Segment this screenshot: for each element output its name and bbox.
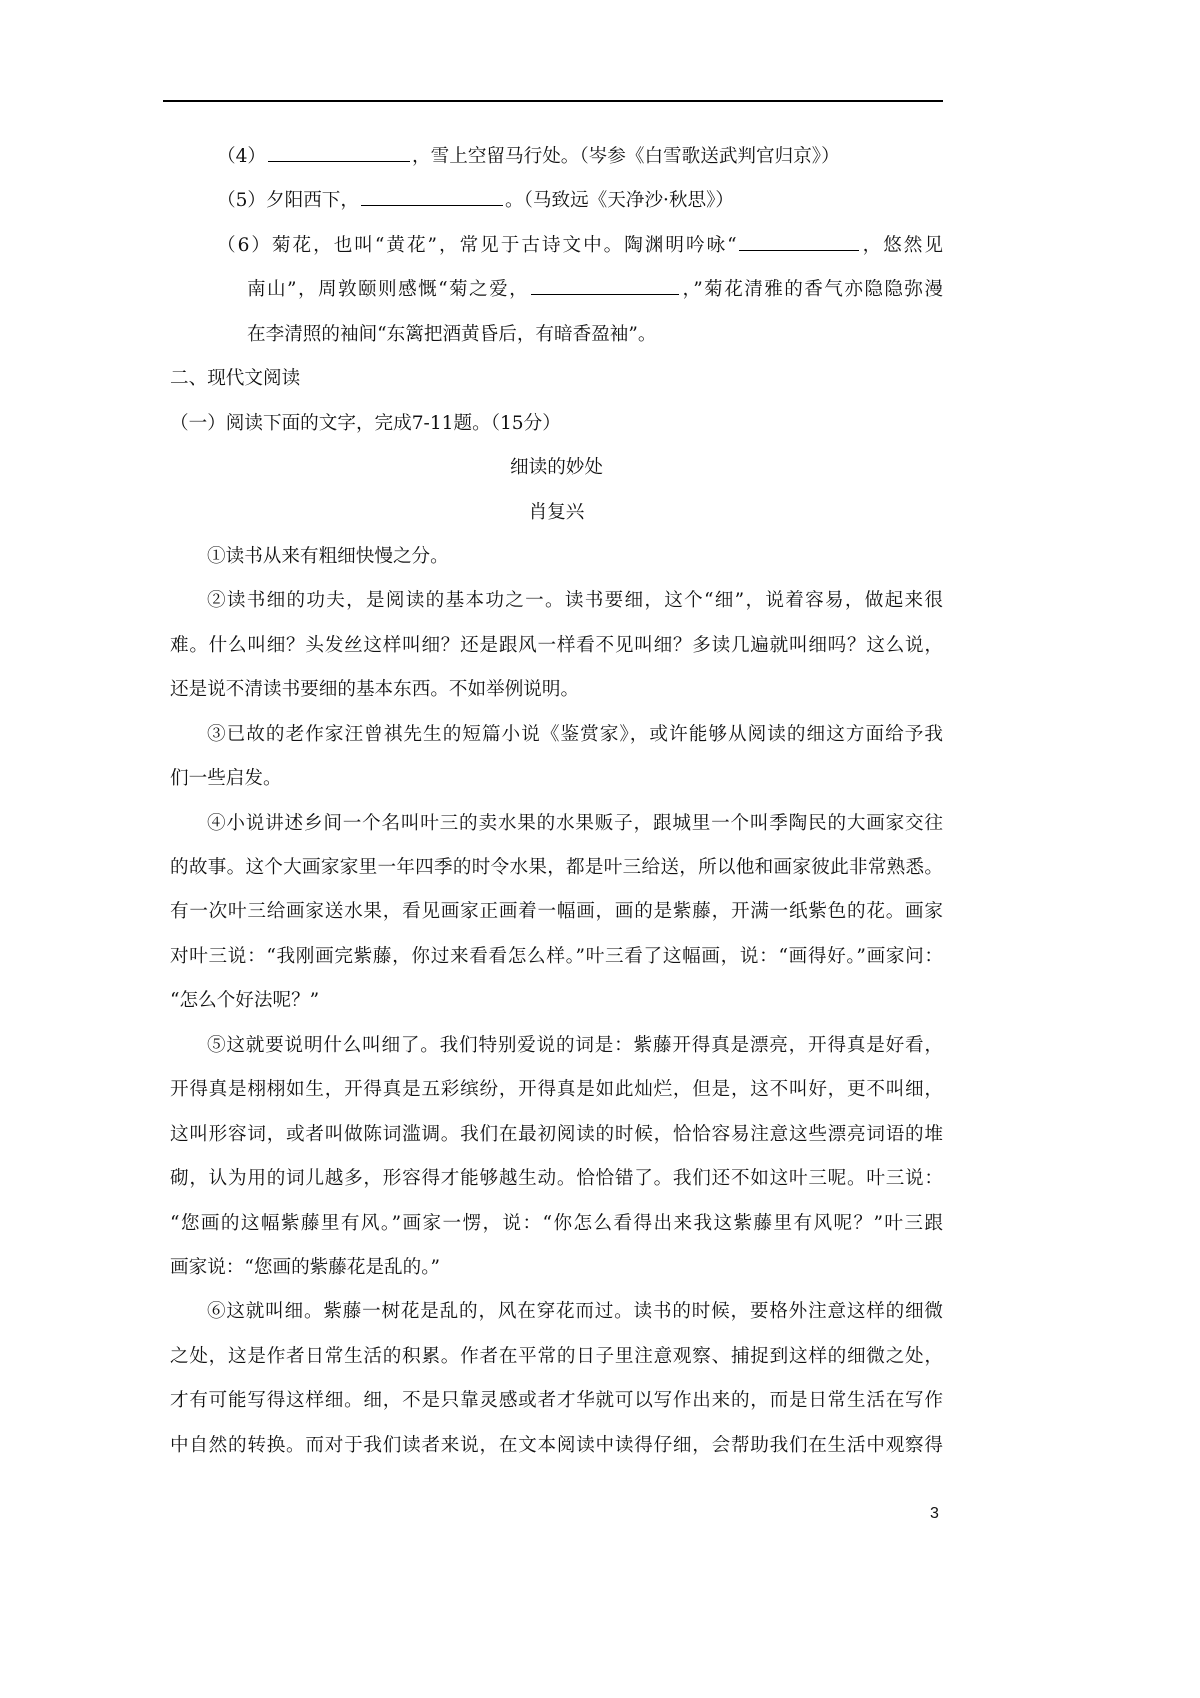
text-line [170,579,943,623]
text-line [170,1024,943,1068]
text-segment: 肖复兴 [528,501,585,523]
text-line [170,846,943,890]
answer-blank [268,141,410,162]
answer-blank [531,274,679,295]
text-line [170,890,943,934]
text-segment: 之处，这是作者日常生活的积累。作者在平常的日子里注意观察、捕捉到这样的细微之处， [170,1345,943,1367]
text-line [170,179,943,223]
text-line [170,1157,943,1201]
text-segment: 砌，认为用的词儿越多，形容得才能够越生动。恰恰错了。我们还不如这叶三呢。叶三说： [170,1168,943,1190]
text-line [170,1290,943,1334]
text-segment: 才有可能写得这样细。细，不是只靠灵感或者才华就可以写作出来的，而是日常生活在写作 [170,1390,943,1412]
text-line [170,1202,943,1246]
text-segment: ，”菊花清雅的香气亦隐隐弥漫 [681,279,943,301]
text-line [170,935,943,979]
text-line [170,357,943,401]
heading-line [170,491,943,535]
answer-blank [361,185,503,206]
text-line [170,268,943,312]
document-body [170,135,943,1468]
text-segment: ③已故的老作家汪曾祺先生的短篇小说《鉴赏家》，或许能够从阅读的细这方面给予我 [207,723,943,745]
text-segment: 中自然的转换。而对于我们读者来说，在文本阅读中读得仔细，会帮助我们在生活中观察得 [170,1434,943,1456]
text-line [170,535,943,579]
heading-line [170,446,943,490]
text-segment: ⑤这就要说明什么叫细了。我们特别爱说的词是：紫藤开得真是漂亮，开得真是好看， [207,1034,943,1056]
text-segment: “怎么个好法呢？” [170,990,320,1012]
text-segment: 画家说：“您画的紫藤花是乱的。” [170,1256,441,1278]
text-segment: ，悠然见 [860,234,943,256]
text-segment: 南山”，周敦颐则感慨“菊之爱， [247,279,530,301]
text-segment: 们一些启发。 [170,768,282,790]
text-segment: 开得真是栩栩如生，开得真是五彩缤纷，开得真是如此灿烂，但是，这不叫好，更不叫细， [170,1079,943,1101]
text-line [170,135,943,179]
text-segment: 细读的妙处 [510,457,603,479]
text-segment: 二、现代文阅读 [170,368,301,390]
text-segment: 。（马致远《天净沙·秋思》） [505,190,735,212]
text-segment: （5）夕阳西下， [217,190,359,212]
text-line [170,1335,943,1379]
text-line [170,313,943,357]
text-line [170,402,943,446]
text-segment: ④小说讲述乡间一个名叫叶三的卖水果的水果贩子，跟城里一个叫季陶民的大画家交往 [207,812,943,834]
text-line [170,668,943,712]
text-segment: ②读书细的功夫，是阅读的基本功之一。读书要细，这个“细”，说着容易，做起来很 [207,590,943,612]
text-segment: ①读书从来有粗细快慢之分。 [207,545,449,567]
text-line [170,224,943,268]
text-segment: （6）菊花，也叫“黄花”，常见于古诗文中。陶渊明吟咏“ [217,234,737,256]
text-line [170,1246,943,1290]
text-line [170,624,943,668]
text-line [170,1379,943,1423]
text-segment: “您画的这幅紫藤里有风。”画家一愣，说：“你怎么看得出来我这紫藤里有风呢？”叶三跟 [170,1212,943,1234]
text-segment: （一）阅读下面的文字，完成7-11题。（15分） [170,412,561,434]
text-segment: ⑥这就叫细。紫藤一树花是乱的，风在穿花而过。读书的时候，要格外注意这样的细微 [207,1301,943,1323]
text-line [170,802,943,846]
text-line [170,713,943,757]
page-number: 3 [930,1505,939,1522]
text-segment: 的故事。这个大画家家里一年四季的时令水果，都是叶三给送，所以他和画家彼此非常熟悉。 [170,857,943,878]
text-segment: （4） [217,146,267,167]
answer-blank [739,229,859,250]
header-rule [163,100,943,102]
text-segment: 对叶三说：“我刚画完紫藤，你过来看看怎么样。”叶三看了这幅画，说：“画得好。”画家问： [170,945,943,967]
text-segment: 在李清照的袖间“东篱把酒黄昏后，有暗香盈袖”。 [247,323,657,345]
text-line [170,1424,943,1468]
text-segment: 还是说不清读书要细的基本东西。不如举例说明。 [170,679,580,701]
text-segment: 这叫形容词，或者叫做陈词滥调。我们在最初阅读的时候，恰恰容易注意这些漂亮词语的堆 [170,1123,943,1145]
text-segment: 有一次叶三给画家送水果，看见画家正画着一幅画，画的是紫藤，开满一纸紫色的花。画家 [170,901,943,923]
text-segment: 难。什么叫细？头发丝这样叫细？还是跟风一样看不见叫细？多读几遍就叫细吗？这么说， [170,634,943,656]
text-line [170,979,943,1023]
text-line [170,1068,943,1112]
text-line [170,1113,943,1157]
text-segment: ，雪上空留马行处。（岑参《白雪歌送武判官归京》） [412,146,840,167]
text-line [170,757,943,801]
